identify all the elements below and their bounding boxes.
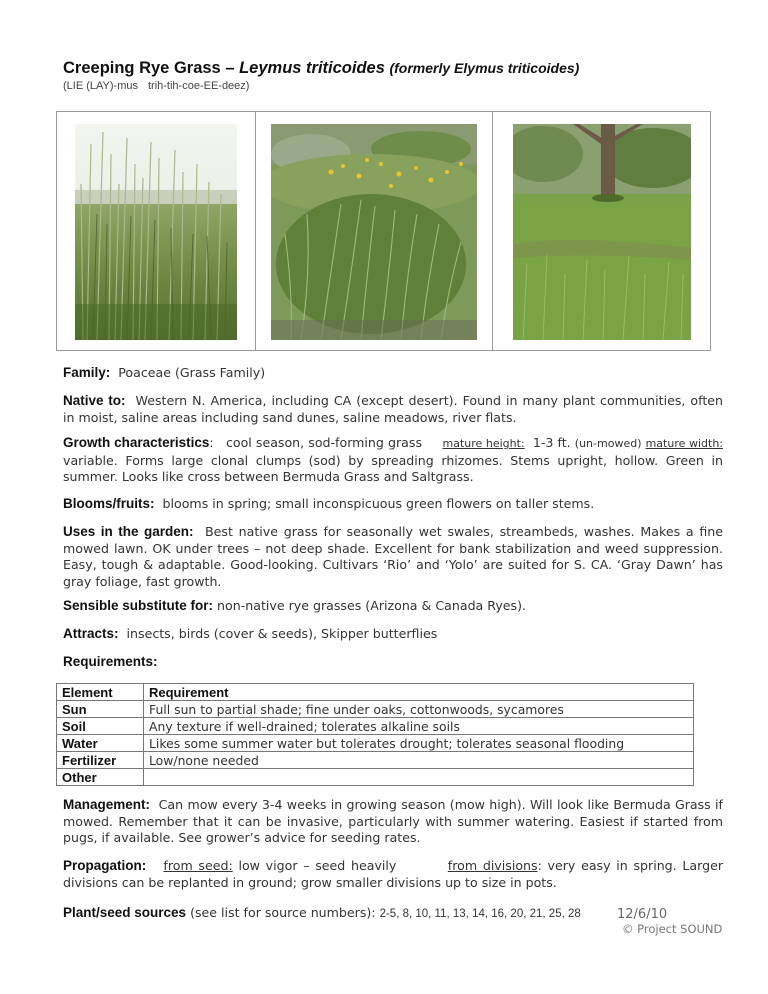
blooms-label: Blooms/fruits: bbox=[63, 496, 155, 511]
table-row bbox=[57, 769, 694, 786]
growth-label: Growth characteristics bbox=[63, 435, 210, 450]
row-element: Water bbox=[57, 735, 144, 752]
attracts-label: Attracts: bbox=[63, 626, 119, 641]
row-element: Fertilizer bbox=[57, 752, 144, 769]
sources-line bbox=[63, 905, 581, 920]
propagation-label: Propagation: bbox=[63, 858, 147, 873]
attracts-line bbox=[63, 626, 723, 643]
family-line bbox=[63, 365, 723, 382]
propagation-line bbox=[63, 858, 723, 891]
uses-line bbox=[63, 524, 723, 590]
common-name: Creeping Rye Grass – bbox=[63, 59, 235, 77]
pronunciation-species: trih-tih-coe-EE-deez) bbox=[147, 80, 250, 92]
family-value: Poaceae (Grass Family) bbox=[118, 365, 266, 380]
mature-width-label: mature width: bbox=[645, 437, 723, 450]
header-element: Element bbox=[57, 684, 144, 701]
former-name: (formerly Elymus triticoides) bbox=[389, 60, 580, 76]
row-requirement: Low/none needed bbox=[144, 752, 694, 769]
attracts-value: insects, birds (cover & seeds), Skipper butterflies bbox=[126, 626, 438, 641]
mature-height-note: (un-mowed) bbox=[574, 437, 642, 450]
growth-rest: variable. Forms large clonal clumps (sod) by spreading rhizomes. Stems upright, hollow. Green in summer. Looks like cross between Bermuda Grass and Saltgrass. bbox=[63, 452, 723, 484]
requirements-heading bbox=[63, 654, 723, 671]
table-header-row bbox=[57, 684, 694, 701]
division-label: from divisions bbox=[447, 858, 538, 873]
native-value: Western N. America, including CA (except desert). Found in many plant communities, often in moist, saline areas including sand dunes, saline meadows, river flats. bbox=[63, 393, 723, 425]
growth-intro: cool season, sod-forming grass bbox=[225, 435, 423, 450]
photo-table bbox=[56, 111, 711, 351]
row-element: Other bbox=[57, 769, 144, 786]
family-label: Family: bbox=[63, 365, 111, 380]
management-line bbox=[63, 797, 723, 847]
growth-line: Growth characteristics: cool season, sod-forming grass mature height: 1-3 ft. (un-mowed) mature width: variable. Forms large clonal clumps (sod) by spreading rhizomes. Stems upright, hollow. Green in summer. Looks like cross between Bermuda Grass and Saltgrass. bbox=[63, 435, 723, 484]
management-label: Management: bbox=[63, 797, 151, 812]
mature-height-value: 1-3 ft. bbox=[532, 435, 571, 450]
sheet-date: 12/6/10 bbox=[617, 907, 668, 922]
blooms-value: blooms in spring; small inconspicuous green flowers on taller stems. bbox=[162, 496, 595, 511]
table-row bbox=[57, 735, 694, 752]
row-requirement: Full sun to partial shade; fine under oaks, cottonwoods, sycamores bbox=[144, 701, 694, 718]
latin-name: Leymus triticoides bbox=[239, 59, 385, 77]
division-value: : very easy in spring. Larger divisions can be replanted in ground; grow smaller divisions up to size in pots. bbox=[63, 858, 724, 890]
requirements-label: Requirements: bbox=[63, 654, 158, 669]
row-requirement: Likes some summer water but tolerates drought; tolerates seasonal flooding bbox=[144, 735, 694, 752]
management-value: Can mow every 3-4 weeks in growing season (mow high). Will look like Bermuda Grass if mowed. Remember that it can be invasive, particularly with summer watering. Easiest if started from pugs, if available. See grower’s advice for seeding rates. bbox=[63, 797, 723, 845]
mature-height-label: mature height: bbox=[442, 437, 525, 450]
table-row bbox=[57, 701, 694, 718]
native-label: Native to: bbox=[63, 393, 126, 408]
photo-under-tree bbox=[513, 124, 691, 340]
page-title bbox=[63, 59, 579, 78]
table-row bbox=[57, 752, 694, 769]
header-requirement: Requirement bbox=[144, 684, 694, 701]
sources-numbers: 2-5, 8, 10, 11, 13, 14, 16, 20, 21, 25, 28 bbox=[379, 908, 581, 920]
sources-label: Plant/seed sources bbox=[63, 905, 187, 920]
row-requirement: Any texture if well-drained; tolerates alkaline soils bbox=[144, 718, 694, 735]
substitute-value: non-native rye grasses (Arizona & Canada Ryes). bbox=[217, 598, 527, 613]
blooms-line bbox=[63, 496, 723, 513]
photo-tall-grass bbox=[75, 124, 237, 340]
row-element: Sun bbox=[57, 701, 144, 718]
requirements-table bbox=[56, 683, 694, 786]
substitute-label: Sensible substitute for: bbox=[63, 598, 214, 613]
uses-value: Best native grass for seasonally wet swales, streambeds, washes. Makes a fine mowed lawn. OK under trees – not deep shade. Excellent for bank stabilization and weed suppression. Easy, tough & adaptable. Good-looking. Cultivars ‘Rio’ and ‘Yolo’ are suited for S. CA. ‘Gray Dawn’ has gray foliage, fast growth. bbox=[63, 524, 723, 589]
row-requirement bbox=[144, 769, 694, 786]
pronunciation bbox=[63, 80, 249, 92]
native-line bbox=[63, 393, 723, 426]
uses-label: Uses in the garden: bbox=[63, 524, 194, 539]
seed-value: low vigor – seed heavily bbox=[238, 858, 397, 873]
substitute-line bbox=[63, 598, 723, 615]
seed-label: from seed: bbox=[163, 858, 233, 873]
pronunciation-genus: (LIE (LAY)-mus bbox=[63, 80, 138, 92]
row-element: Soil bbox=[57, 718, 144, 735]
sources-note: (see list for source numbers): bbox=[190, 905, 376, 920]
photo-meadow bbox=[271, 124, 477, 340]
copyright: © Project SOUND bbox=[622, 922, 723, 936]
table-row bbox=[57, 718, 694, 735]
